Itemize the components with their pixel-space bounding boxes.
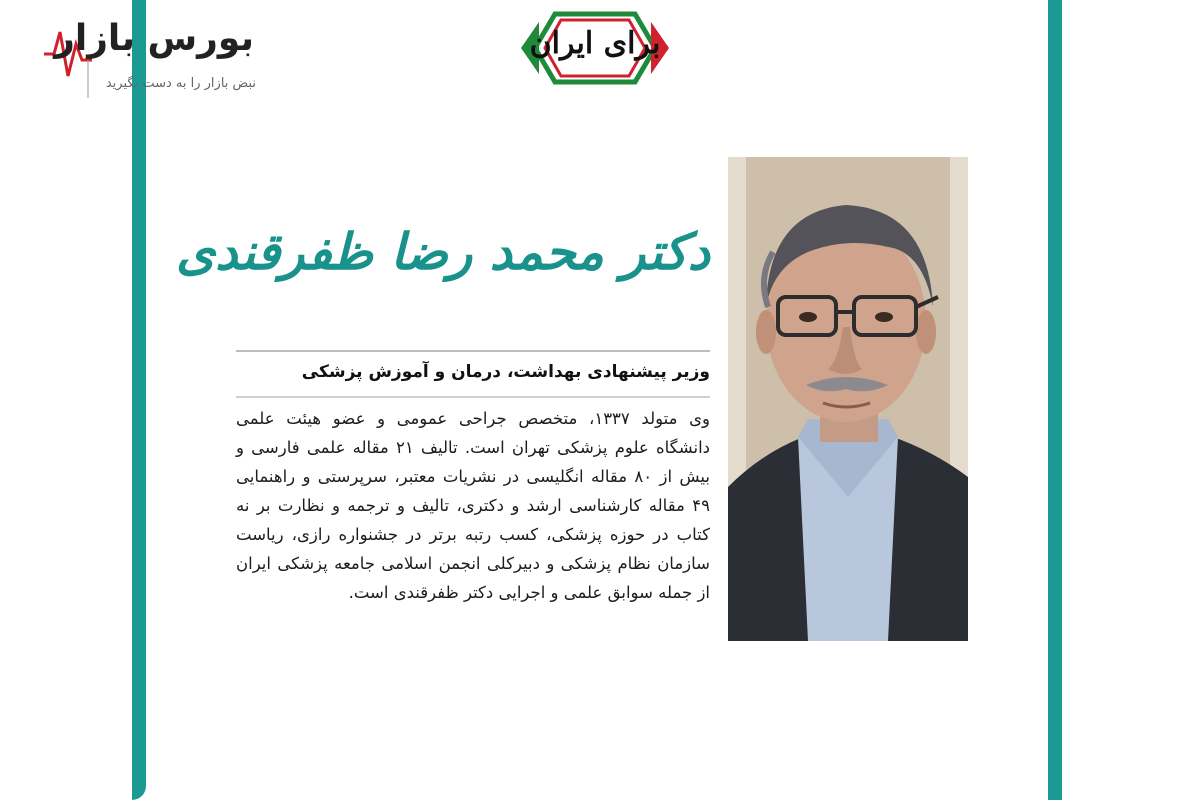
divider-middle (236, 396, 710, 398)
watermark-tagline: نبض بازار را به دست بگیرید (105, 76, 256, 91)
watermark-logo (40, 14, 260, 104)
left-frame-bar (132, 0, 146, 800)
badge-text: برای ایران (529, 26, 661, 61)
watermark-brand: بورس بازار (54, 18, 254, 59)
portrait-illustration (728, 157, 968, 641)
right-frame-bar (1048, 0, 1062, 800)
divider-top (236, 350, 710, 352)
portrait-photo (728, 157, 968, 641)
profile-role: وزیر پیشنهادی بهداشت، درمان و آموزش پزشکی (301, 362, 710, 382)
profile-bio: وی متولد ۱۳۳۷، متخصص جراحی عمومی و عضو هیئت علمی دانشگاه علوم پزشکی تهران است. تالیف ۲۱ مقاله علمی فارسی و بیش از ۸۰ مقاله انگلیسی در نشریات معتبر، سرپرستی و راهنمایی ۴۹ مقاله کارشناسی ارشد و دکتری، تالیف و ترجمه و نظارت بر نه کتاب در حوزه پزشکی، کسب رتبه برتر در جشنواره رازی، ریاست سازمان نظام پزشکی و دبیرکلی انجمن اسلامی جامعه پزشکی ایران از جمله سوابق علمی و اجرایی دکتر ظفرقندی است. (236, 409, 711, 602)
campaign-badge (515, 8, 675, 88)
profile-name: دکتر محمد رضا ظفرقندی (175, 222, 710, 281)
